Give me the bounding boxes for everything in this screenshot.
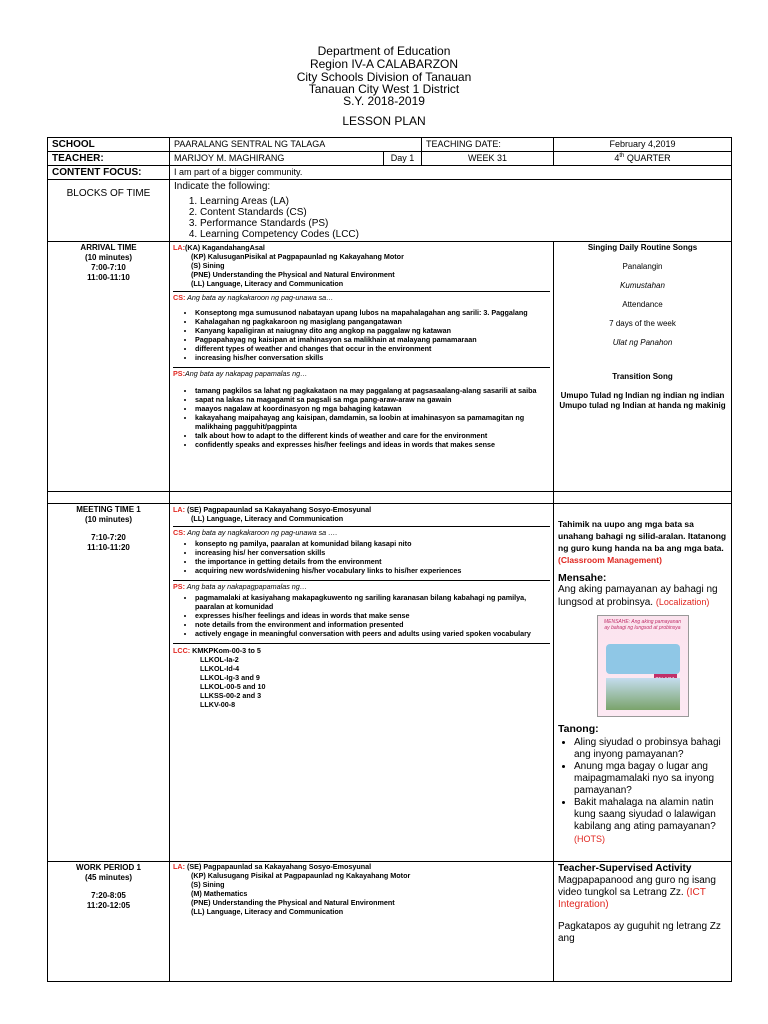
- block-item: 1. Learning Areas (LA): [200, 196, 727, 207]
- ps-item: • pagmamalaki at kasiyahang makapagkuwento ng sariling karanasan bilang kabahagi ng pamilya, paaralan at komunidad: [195, 593, 550, 611]
- meeting-row: [48, 504, 732, 862]
- classroom-management-tag: (Classroom Management): [558, 555, 662, 565]
- ps-intro: Ang bata ay nakapag papamalas ng…: [184, 369, 308, 378]
- arrival-ps-section: [173, 368, 550, 454]
- meeting-right-cell: [554, 504, 732, 862]
- quarter-text: QUARTER: [624, 153, 671, 163]
- quarter-value: [554, 152, 732, 166]
- meeting-label: MEETING TIME 1: [76, 505, 141, 514]
- meeting-ps-section: [173, 581, 550, 644]
- la-item: (KA) KagandahangAsal: [184, 243, 265, 252]
- lcc-item: LLKOL-Ia-2: [200, 655, 239, 664]
- content-focus-row: [48, 166, 732, 180]
- work-content: [170, 862, 554, 982]
- la-item: (KP) KalusuganPisikal at Pagpapaunlad ng Kakayahang Motor: [191, 252, 404, 261]
- cs-item: • Pagpapahayag ng kaisipan at imahinasyon sa malikhain at malayang pamamaraan: [195, 335, 550, 344]
- la-item: (SE) Pagpapaunlad sa Kakayahang Sosyo-Emosyunal: [184, 505, 372, 514]
- la-item: (LL) Language, Literacy and Communication: [191, 279, 344, 288]
- ps-item: • actively engage in meaningful conversation with peers and adults using varied spoken vocabulary: [195, 629, 550, 638]
- cs-item: • Konseptong mga sumusunod nabatayan upang lubos na mapahalagahan ang sarili: 3. Paggalang: [195, 308, 550, 317]
- work-activity-text: Magpapapanood ang guro ng isang video tungkol sa Letrang Zz.: [558, 875, 716, 898]
- cs-item: • different types of weather and changes that occur in the environment: [195, 344, 550, 353]
- content-focus-value: I am part of a bigger community.: [170, 166, 732, 180]
- work-time-1: 7:20-8:05: [91, 891, 126, 900]
- cs-intro: Ang bata ay nagkakaroon ng pag-unawa sa…: [185, 293, 334, 302]
- work-time-cell: [48, 862, 170, 982]
- arrival-right-cell: [554, 242, 732, 492]
- school-label: SCHOOL: [48, 138, 170, 152]
- quarter-number: 4: [614, 153, 620, 163]
- lcc-item: LLKSS-00-2 and 3: [200, 691, 262, 700]
- la-item: (KP) Kalusugang Pisikal at Pagpapaunlad ng Kakayahang Motor: [191, 871, 411, 880]
- la-item: (PNE) Understanding the Physical and Natural Environment: [191, 270, 395, 279]
- arrival-time-cell: [48, 242, 170, 492]
- lcc-item: LLKOL-00-5 and 10: [200, 682, 266, 691]
- spacer-row: [48, 492, 732, 504]
- cs-item: • increasing his/her conversation skills: [195, 353, 550, 362]
- teacher-value: MARIJOY M. MAGHIRANG: [170, 152, 384, 166]
- work-activity-text-2: Pagkatapos ay guguhit ng letrang Zz ang: [558, 921, 721, 944]
- quarter-suffix: th: [619, 153, 625, 159]
- work-la-section: [173, 862, 550, 916]
- ps-item: • confidently speaks and expresses his/her feelings and ideas in words that makes sense: [195, 440, 550, 449]
- cs-item: • acquiring new words/widening his/her vocabulary links to his/her experiences: [195, 566, 550, 575]
- la-prefix: LA:: [173, 505, 185, 514]
- la-item: (S) Sining: [191, 880, 225, 889]
- la-item: (M) Mathematics: [191, 889, 248, 898]
- block-item: 2. Content Standards (CS): [200, 207, 727, 218]
- arrival-label: ARRIVAL TIME: [80, 243, 137, 252]
- la-prefix: LA:: [173, 862, 185, 871]
- poster-map: [606, 644, 680, 674]
- ps-item: • sapat na lakas na magagamit sa pagsali sa mga pang-araw-araw na gawain: [195, 395, 550, 404]
- ps-item: • maayos nagalaw at koordinasyon ng mga bahaging katawan: [195, 404, 550, 413]
- lcc-item: KMKPKom-00-3 to 5: [190, 646, 261, 655]
- cs-item: • the importance in getting details from the environment: [195, 557, 550, 566]
- document-title: LESSON PLAN: [342, 114, 426, 128]
- ict-tag: (ICT Integration): [558, 887, 706, 910]
- ps-prefix: PS:: [173, 369, 185, 378]
- header-region: Region IV-A CALABARZON: [309, 57, 459, 71]
- meeting-la-section: [173, 504, 550, 527]
- tanong-list: [558, 737, 727, 846]
- day-value: Day 1: [384, 152, 422, 166]
- week-value: WEEK 31: [422, 152, 554, 166]
- ulat-text: Ulat ng Panahon: [612, 338, 673, 347]
- cs-prefix: CS:: [173, 528, 186, 537]
- header-department: Department of Education: [317, 44, 451, 58]
- question-item: • Aling siyudad o probinsya bahagi ang inyong pamayanan?: [574, 737, 727, 761]
- ps-prefix: PS:: [173, 582, 185, 591]
- blocks-content: [170, 180, 732, 242]
- poster-title: MENSAHE: Ang aking pamayanan ay bahagi ng lungsod at probinsya: [603, 619, 682, 631]
- mensahe-poster-image: [597, 615, 689, 717]
- block-item: 3. Performance Standards (PS): [200, 218, 727, 229]
- teacher-supervised-title: Teacher-Supervised Activity: [558, 863, 692, 874]
- lesson-plan-table: [47, 137, 732, 982]
- arrival-la-section: [173, 242, 550, 292]
- la-prefix: LA:: [173, 243, 185, 252]
- cs-item: • Kahalagahan ng pagkakaroon ng masiglang pangangatawan: [195, 317, 550, 326]
- meeting-content: [170, 504, 554, 862]
- song-line-1: Umupo Tulad ng Indian ng indian ng indian: [560, 391, 725, 400]
- hots-tag: (HOTS): [574, 834, 605, 844]
- la-item: (LL) Language, Literacy and Communication: [191, 907, 344, 916]
- mensahe-text-wrap: [558, 584, 727, 609]
- header-division: City Schools Division of Tanauan: [296, 70, 472, 84]
- cs-intro: Ang bata ay nagkakaroon ng pag-unawa sa ….: [185, 528, 338, 537]
- block-item: 4. Learning Competency Codes (LCC): [200, 229, 727, 240]
- teaching-date-value: February 4,2019: [554, 138, 732, 152]
- cs-item: • konsepto ng pamilya, paaralan at komunidad bilang kasapi nito: [195, 539, 550, 548]
- blocks-row: [48, 180, 732, 242]
- meeting-duration: (10 minutes): [84, 515, 133, 524]
- ps-intro: Ang bata ay nakapagpapamalas ng…: [184, 582, 307, 591]
- work-right-cell: [554, 862, 732, 982]
- arrival-content: [170, 242, 554, 492]
- meeting-time-1: 7:10-7:20: [91, 533, 126, 542]
- meeting-cs-section: [173, 527, 550, 581]
- school-row: [48, 138, 732, 152]
- lcc-prefix: LCC:: [173, 646, 191, 655]
- routine-title: Singing Daily Routine Songs: [587, 243, 698, 252]
- indicate-text: Indicate the following:: [174, 181, 271, 192]
- mensahe-text: Ang aking pamayanan ay bahagi ng lungsod at probinsya.: [558, 584, 718, 608]
- tanong-label: Tanong:: [558, 723, 599, 735]
- arrival-cs-section: [173, 292, 550, 368]
- meeting-time-cell: [48, 504, 170, 862]
- question-item: [574, 797, 727, 846]
- ps-item: • note details from the environment and information presented: [195, 620, 550, 629]
- question-text: Bakit mahalaga na alamin natin kung saang siyudad o lalawigan kabilang ang ating pamayanan?: [574, 797, 716, 832]
- work-row: [48, 862, 732, 982]
- la-item: (LL) Language, Literacy and Communication: [191, 514, 344, 523]
- la-item: (PNE) Understanding the Physical and Natural Environment: [191, 898, 395, 907]
- lcc-item: LLKOL-Id-4: [200, 664, 240, 673]
- teacher-row: [48, 152, 732, 166]
- content-focus-label: CONTENT FOCUS:: [48, 166, 170, 180]
- attendance-text: Attendance: [622, 300, 663, 309]
- localization-tag: (Localization): [655, 597, 710, 607]
- transition-title: Transition Song: [612, 372, 673, 381]
- days-of-week-text: 7 days of the week: [609, 319, 676, 328]
- mensahe-label: Mensahe:: [558, 572, 607, 584]
- lcc-item: LLKV-00-8: [200, 700, 236, 709]
- cs-item: • Kanyang kapaligiran at naiugnay dito ang angkop na paggalaw ng katawan: [195, 326, 550, 335]
- work-time-2: 11:20-12:05: [86, 901, 131, 910]
- work-activity-text-wrap: [558, 875, 727, 911]
- work-label: WORK PERIOD 1: [76, 863, 141, 872]
- ps-item: • talk about how to adapt to the different kinds of weather and care for the environment: [195, 431, 550, 440]
- arrival-duration: (10 minutes): [84, 253, 133, 262]
- header-district: Tanauan City West 1 District: [308, 82, 460, 96]
- cs-prefix: CS:: [173, 293, 186, 302]
- kumustahan-text: Kumustahan: [620, 281, 665, 290]
- arrival-time-2: 11:00-11:10: [87, 273, 130, 282]
- school-value: PAARALANG SENTRAL NG TALAGA: [170, 138, 422, 152]
- panalangin-text: Panalangin: [622, 262, 663, 271]
- ps-item: • expresses his/her feelings and ideas in words that make sense: [195, 611, 550, 620]
- meeting-time-2: 11:10-11:20: [87, 543, 130, 552]
- la-item: (SE) Pagpapaunlad sa Kakayahang Sosyo-Emosyunal: [184, 862, 372, 871]
- ps-item: • tamang pagkilos sa lahat ng pagkakataon na may paggalang at pagsasaalang-alang sasarili at saiba: [195, 386, 550, 395]
- ps-item: • kakayahang maipahayag ang kaisipan, damdamin, sa loobin at imahinasyon sa pamamagitan ng malikhaing pagguhit/pagpinta: [195, 413, 550, 431]
- cs-item: • increasing his/ her conversation skills: [195, 548, 550, 557]
- blocks-label: BLOCKS OF TIME: [48, 180, 170, 242]
- work-duration: (45 minutes): [84, 873, 133, 882]
- meeting-lcc-section: [173, 644, 550, 709]
- blocks-list: [174, 196, 727, 240]
- teacher-label: TEACHER:: [48, 152, 170, 166]
- lcc-item: LLKOL-Ig-3 and 9: [200, 673, 260, 682]
- arrival-time-1: 7:00-7:10: [91, 263, 126, 272]
- header-school-year: S.Y. 2018-2019: [343, 94, 425, 108]
- poster-photo: [606, 678, 680, 710]
- question-item: • Anung mga bagay o lugar ang maipagmamalaki nyo sa inyong pamayanan?: [574, 761, 727, 797]
- arrival-row: [48, 242, 732, 492]
- song-line-2: Umupo tulad ng Indian at handa ng makinig: [559, 401, 726, 410]
- la-item: (S) Sining: [191, 261, 225, 270]
- teaching-date-label: TEACHING DATE:: [422, 138, 554, 152]
- meeting-intro: Tahimik na uupo ang mga bata sa unahang bahagi ng silid-aralan. Itatanong ng guro kung handa na ba ang mga bata.: [558, 519, 727, 553]
